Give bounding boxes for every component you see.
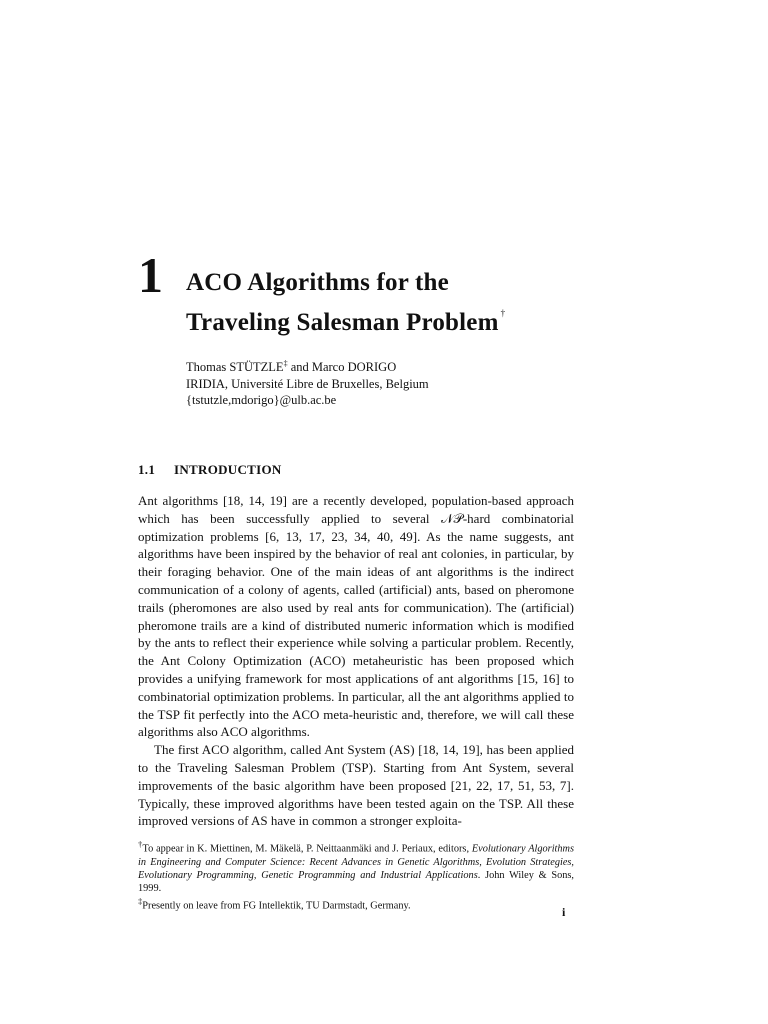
section-number: 1.1 xyxy=(138,462,156,477)
chapter-title xyxy=(186,268,626,338)
author-affiliation: IRIDIA, Université Libre de Bruxelles, Belgium xyxy=(186,376,429,391)
footnote-2-text: Presently on leave from FG Intellektik, TU Darmstadt, Germany. xyxy=(142,900,411,912)
chapter-title-line2: Traveling Salesman Problem xyxy=(186,309,499,336)
footnote-1-mark: † xyxy=(138,839,143,849)
section-heading xyxy=(138,462,282,478)
footnote-1 xyxy=(138,838,574,895)
footnote-1-lead: To appear in K. Miettinen, M. Mäkelä, P. Neittaanmäki and J. Periaux, editors, xyxy=(142,843,472,855)
title-footnote-mark: † xyxy=(500,308,506,318)
author-name-2: and Marco DORIGO xyxy=(287,360,397,375)
section-title: INTRODUCTION xyxy=(174,462,282,477)
author-names xyxy=(186,356,429,376)
author-block xyxy=(186,356,429,409)
author-email: {tstutzle,mdorigo}@ulb.ac.be xyxy=(186,393,337,408)
chapter-number: 1 xyxy=(138,247,163,303)
paragraph-2: The first ACO algorithm, called Ant System (AS) [18, 14, 19], has been applied to the Traveling Salesman Problem (TSP). Starting from Ant System, several improvements of the basic algorithm have been proposed [21, 22, 17, 51, 53, 7]. Typically, these improved algorithms have been tested again on the TSP. All these improved versions of AS have in common a stronger exploita- xyxy=(138,742,574,829)
chapter-title-line1: ACO Algorithms for the xyxy=(186,269,449,296)
body-text xyxy=(138,492,574,830)
paragraph-1: Ant algorithms [18, 14, 19] are a recently developed, population-based approach which has been successfully applied to several 𝒩𝒫-hard combinatorial optimization problems [6, 13, 17, 23, 34, 40, 49]. As the name suggests, ant algorithms have been inspired by the behavior of real ant colonies, in particular, by their foraging behavior. One of the main ideas of ant algorithms is the indirect communication of a colony of agents, called (artificial) ants, based on pheromone trails (pheromones are also used by real ants for communication). The (artificial) pheromone trails are a kind of distributed numeric information which is modified by the ants to reflect their experience while solving a particular problem. Recently, the Ant Colony Optimization (ACO) metaheuristic has been proposed which provides a unifying framework for most applications of ant algorithms [15, 16] to combinatorial optimization problems. In particular, all the ant algorithms applied to the TSP fit perfectly into the ACO meta-heuristic and, therefore, we will call these algorithms also ACO algorithms. xyxy=(138,493,574,740)
page-number: i xyxy=(562,905,566,919)
footnote-1-book-title: Evolutionary Algorithms in Engineering and Computer Science: Recent Advances in Genetic Algorithms, Evolution Strategies, Evolutionary Programming, Genetic Programming and Industrial Applications xyxy=(138,843,575,881)
author-footnote-mark: ‡ xyxy=(283,359,288,368)
footnotes xyxy=(138,838,574,913)
footnote-1-tail: . John Wiley & Sons, 1999. xyxy=(138,869,575,895)
footnote-2-mark: ‡ xyxy=(138,896,143,907)
footnote-2 xyxy=(138,895,574,913)
author-name-1: Thomas STÜTZLE xyxy=(186,360,284,375)
